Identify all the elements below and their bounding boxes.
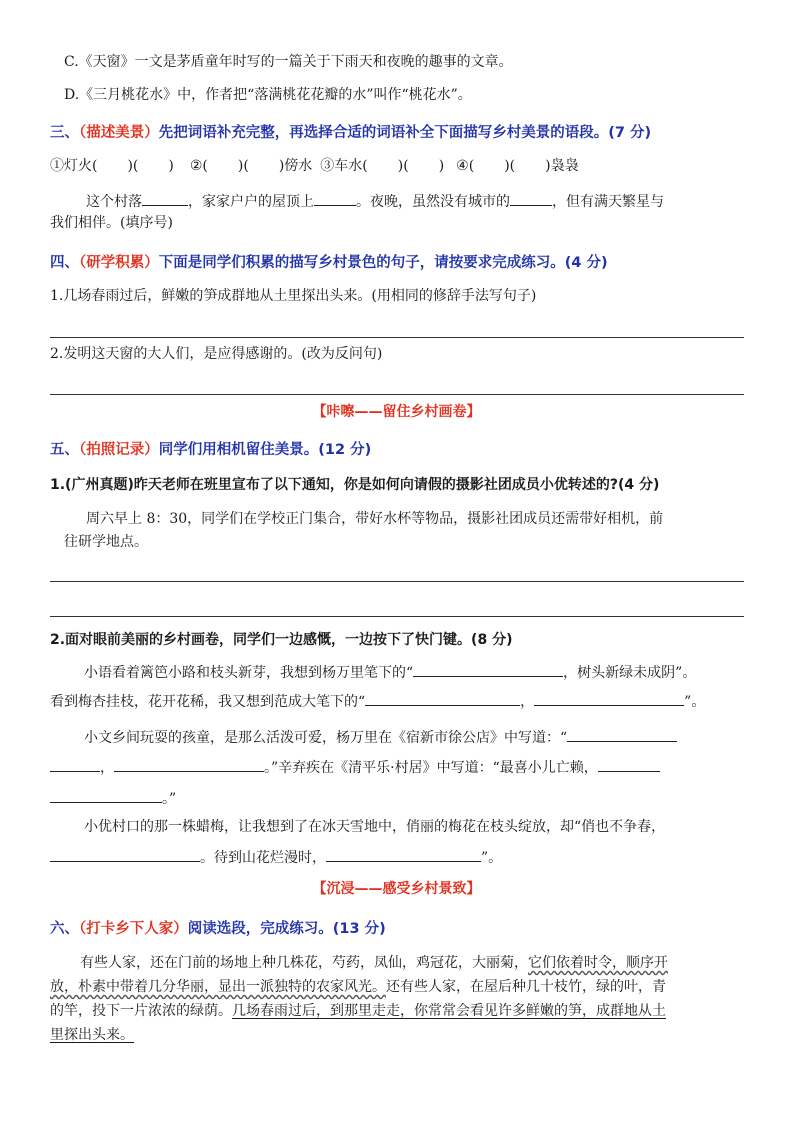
blank-1[interactable] <box>142 190 188 206</box>
poem-blank-9[interactable] <box>50 846 200 862</box>
banner-immerse: 【沉浸——感受乡村景致】 <box>312 881 481 897</box>
poem-line-7 <box>50 846 502 868</box>
section-4-question-1: 1.几场春雨过后，鲜嫩的笋成群地从土里探出头来。(用相同的修辞手法写句子) <box>50 288 537 304</box>
word-3-mid: )( <box>397 158 409 174</box>
poem-blank-2[interactable] <box>365 690 520 706</box>
banner-capture: 【咔嚓——留住乡村画卷】 <box>312 404 481 420</box>
word-4-start: ④( <box>456 158 475 174</box>
word-1-mid: )( <box>127 158 139 174</box>
poem-line-3 <box>84 726 677 748</box>
notice-line-2: 往研学地点。 <box>64 534 148 550</box>
poem-line-6: 小优村口的那一株蜡梅，让我想到了在冰天雪地中，俏丽的梅花在枝头绽放，却“俏也不争春， <box>84 819 666 835</box>
reading-1-wavy: 它们依着时令，顺序开 <box>528 955 668 971</box>
poem-blank-8[interactable] <box>50 787 162 803</box>
word-2-end: )傍水 <box>278 158 313 174</box>
word-3-end: ) <box>438 158 445 174</box>
poem-2-text: 看到梅杏挂枝，花开花稀，我又想到范成大笔下的“ <box>50 694 366 710</box>
poem-line-4 <box>50 756 660 778</box>
reading-line-4 <box>50 1025 134 1045</box>
poem-blank-5[interactable] <box>50 756 100 772</box>
answer-line-4-1[interactable] <box>50 337 744 338</box>
reading-3-text: 的竿，投下一片浓浓的绿荫。 <box>50 1003 232 1019</box>
section-6-heading <box>50 919 386 939</box>
poem-blank-4[interactable] <box>567 726 677 742</box>
word-2-start: ②( <box>189 158 208 174</box>
para-text-2: ，家家户户的屋顶上 <box>188 194 314 210</box>
section-3-number: 三、 <box>50 125 79 141</box>
poem-blank-3[interactable] <box>534 690 684 706</box>
section-5-question-2: 2.面对眼前美丽的乡村画卷，同学们一边感慨，一边按下了快门键。(8 分) <box>50 632 513 648</box>
word-2-mid: )( <box>237 158 249 174</box>
poem-blank-1[interactable] <box>413 661 563 677</box>
para-text-1: 这个村落 <box>86 194 142 210</box>
reading-line-3 <box>50 1001 666 1021</box>
option-c: C.《天窗》一文是茅盾童年时写的一篇关于下雨天和夜晚的趣事的文章。 <box>64 54 513 70</box>
answer-line-5-1a[interactable] <box>50 581 744 582</box>
reading-line-2 <box>50 977 666 997</box>
poem-2-comma: ， <box>520 694 535 710</box>
word-fill-row <box>50 156 579 176</box>
word-4-end: )袅袅 <box>545 158 579 174</box>
section-3-paragraph-line2: 我们相伴。(填序号) <box>50 215 173 231</box>
section-4-tag: （研学积累） <box>79 255 159 271</box>
reading-2-wavy: 放，朴素中带着几分华丽，显出一派独特的农家风光。 <box>50 979 386 995</box>
poem-blank-6[interactable] <box>114 756 264 772</box>
para-text-3: 。夜晚，虽然没有城市的 <box>356 194 510 210</box>
section-5-heading <box>50 440 371 460</box>
answer-line-4-2[interactable] <box>50 394 744 395</box>
poem-4-text: 。”辛弃疾在《清平乐·村居》中写道：“最喜小儿亡赖， <box>264 760 598 776</box>
para-text-4: ，但有满天繁星与 <box>552 194 664 210</box>
blank-3[interactable] <box>510 190 552 206</box>
answer-line-5-1b[interactable] <box>50 616 744 617</box>
option-d: D.《三月桃花水》中，作者把“落满桃花花瓣的水”叫作“桃花水”。 <box>64 87 472 103</box>
section-6-title: 阅读选段，完成练习。(13 分) <box>187 921 386 937</box>
word-4-mid: )( <box>504 158 516 174</box>
poem-5-end: 。” <box>162 791 177 807</box>
section-3-title: 先把词语补充完整，再选择合适的词语补全下面描写乡村美景的语段。(7 分) <box>158 125 652 141</box>
blank-2[interactable] <box>314 190 356 206</box>
word-1-start: ①灯火( <box>50 158 98 174</box>
section-3-heading <box>50 123 651 143</box>
notice-line-1: 周六早上 8：30，同学们在学校正门集合，带好水杯等物品，摄影社团成员还需带好相机，前 <box>86 511 664 527</box>
poem-blank-7[interactable] <box>598 756 660 772</box>
section-4-question-2: 2.发明这天窗的大人们，是应得感谢的。(改为反问句) <box>50 346 383 362</box>
reading-2-text: 还有些人家，在屋后种几十枝竹，绿的叶，青 <box>386 979 666 995</box>
poem-4-comma: ， <box>100 760 114 776</box>
reading-1-text: 有些人家，还在门前的场地上种几株花，芍药，凤仙，鸡冠花，大丽菊， <box>80 955 528 971</box>
reading-4-underlined: 里探出头来。 <box>50 1027 134 1043</box>
poem-7-end: ”。 <box>481 850 503 866</box>
poem-7-text: 。待到山花烂漫时， <box>200 850 326 866</box>
section-6-number: 六、 <box>50 921 79 937</box>
section-4-heading <box>50 253 608 273</box>
poem-blank-10[interactable] <box>326 846 481 862</box>
poem-1-end: ，树头新绿未成阴”。 <box>563 665 697 681</box>
section-5-number: 五、 <box>50 442 79 458</box>
poem-3-text: 小文乡间玩耍的孩童，是那么活泼可爱，杨万里在《宿新市徐公店》中写道：“ <box>84 730 568 746</box>
section-4-title: 下面是同学们积累的描写乡村景色的句子，请按要求完成练习。(4 分) <box>158 255 608 271</box>
section-4-number: 四、 <box>50 255 79 271</box>
word-3-start: ③车水( <box>320 158 368 174</box>
section-5-tag: （拍照记录） <box>79 442 159 458</box>
poem-1-text: 小语看着篱笆小路和枝头新芽，我想到杨万里笔下的“ <box>84 665 414 681</box>
word-1-end: ) <box>168 158 174 174</box>
poem-line-5 <box>50 787 176 809</box>
poem-line-1 <box>84 661 696 683</box>
section-3-tag: （描述美景） <box>79 125 159 141</box>
section-5-question-1: 1.(广州真题)昨天老师在班里宣布了以下通知，你是如何向请假的摄影社团成员小优转述的?(4 分) <box>50 477 660 493</box>
section-3-paragraph-line1 <box>86 190 664 212</box>
section-5-title: 同学们用相机留住美景。(12 分) <box>158 442 372 458</box>
reading-3-underlined: 几场春雨过后，到那里走走，你常常会看见许多鲜嫩的笋，成群地从土 <box>232 1003 666 1019</box>
poem-2-end: ”。 <box>684 694 706 710</box>
poem-line-2 <box>50 690 705 712</box>
reading-line-1 <box>80 953 668 973</box>
section-6-tag: （打卡乡下人家） <box>79 921 188 937</box>
